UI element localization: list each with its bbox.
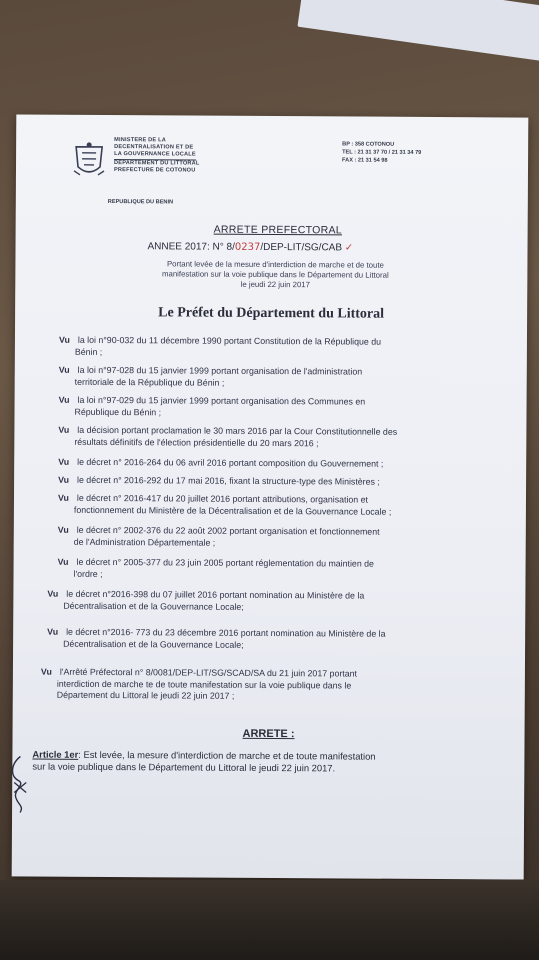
vu-text: le décret n° 2016-264 du 06 avril 2016 portant composition du Gouvernement ; xyxy=(77,456,384,469)
article-label: Article 1er xyxy=(32,748,79,760)
vu-text: la décision portant proclamation le 30 mars 2016 par la Cour Constitutionnelle des xyxy=(77,424,398,437)
decree-number-prefix: ANNEE 2017: N° 8/ xyxy=(147,241,235,253)
vu-item xyxy=(47,627,487,653)
vu-label: Vu xyxy=(58,364,70,375)
vu-text: fonctionnement du Ministère de la Décentralisation et de la Gouvernance Locale ; xyxy=(73,504,392,517)
vu-item xyxy=(41,667,481,704)
decree-subject xyxy=(115,259,435,291)
vu-item xyxy=(58,395,498,421)
vu-text: de l'Administration Départementale ; xyxy=(73,536,216,548)
prefet-heading: Le Préfet du Département du Littoral xyxy=(158,305,385,322)
handwritten-number: 0237 xyxy=(234,241,261,253)
vu-label: Vu xyxy=(58,394,70,405)
vu-label: Vu xyxy=(58,456,70,467)
vu-label: Vu xyxy=(40,666,52,677)
vu-text: le décret n° 2005-377 du 23 juin 2005 portant réglementation du maintien de xyxy=(76,556,375,569)
republic-label: REPUBLIQUE DU BENIN xyxy=(107,199,174,206)
vu-text: Bénin ; xyxy=(74,346,103,357)
vu-text: la loi n°90-032 du 11 décembre 1990 portant Constitution de la République du xyxy=(77,334,382,347)
address-block xyxy=(342,140,421,164)
article-text: sur la voie publique dans le Département du Littoral le jeudi 22 juin 2017. xyxy=(32,760,336,774)
ministry-line: MINISTERE DE LA xyxy=(114,137,166,144)
decree-number-line xyxy=(147,241,353,253)
vu-item xyxy=(57,557,497,583)
vu-item xyxy=(58,425,498,451)
address-line: BP : 358 COTONOU xyxy=(342,141,395,148)
document-title: ARRETE PREFECTORAL xyxy=(213,223,342,237)
vu-text: Décentralisation et de la Gouvernance Locale; xyxy=(63,600,244,612)
vu-text: Décentralisation et de la Gouvernance Locale; xyxy=(63,638,244,650)
vu-text: territoriale de la République du Bénin ; xyxy=(74,376,225,388)
vu-item xyxy=(58,457,498,471)
vu-text: l'Arrêté Préfectoral n° 8/0081/DEP-LIT/SG/SCAD/SA du 21 juin 2017 portant xyxy=(59,666,358,679)
vu-text: le décret n° 2016-417 du 20 juillet 2016 portant attributions, organisation et xyxy=(76,492,369,505)
article-1 xyxy=(32,749,472,776)
vu-text: interdiction de marche te de toute manifestation sur la voie publique dans le xyxy=(56,678,352,690)
subject-line: le jeudi 22 juin 2017 xyxy=(240,279,311,290)
document-page xyxy=(12,114,529,879)
vu-item xyxy=(59,335,499,361)
table-surface xyxy=(0,880,539,960)
arrete-heading: ARRETE : xyxy=(242,727,295,741)
vu-text: le décret n° 2002-376 du 22 août 2002 portant organisation et fonctionnement xyxy=(76,524,380,537)
background-paper-corner xyxy=(297,0,539,63)
vu-label: Vu xyxy=(47,588,59,599)
article-text: : Est levée, la mesure d'interdiction de marche et de toute manifestation xyxy=(78,748,376,762)
ministry-line: DEPARTEMENT DU LITTORAL xyxy=(114,160,200,167)
ministry-line: DECENTRALISATION ET DE xyxy=(114,144,194,151)
vu-item xyxy=(47,589,487,615)
vu-text: le décret n°2016-398 du 07 juillet 2016 portant nomination au Ministère de la xyxy=(66,588,365,601)
vu-text: le décret n°2016- 773 du 23 décembre 2016 portant nomination au Ministère de la xyxy=(66,626,386,639)
vu-item xyxy=(58,525,498,551)
ministry-line: PREFECTURE DE COTONOU xyxy=(113,167,196,174)
vu-label: Vu xyxy=(47,626,59,637)
ministry-line: LA GOUVERNANCE LOCALE xyxy=(114,151,196,160)
vu-label: Vu xyxy=(58,474,70,485)
vu-text: la loi n°97-028 du 15 janvier 1999 portant organisation de l'administration xyxy=(77,364,363,377)
vu-label: Vu xyxy=(57,524,69,535)
handwritten-margin-mark xyxy=(6,754,34,814)
decree-number-suffix: /DEP-LIT/SG/CAB xyxy=(260,241,343,254)
vu-text: le décret n° 2016-292 du 17 mai 2016, fixant la structure-type des Ministères ; xyxy=(76,474,380,487)
vu-text: Département du Littoral le jeudi 22 juin 2017 ; xyxy=(56,689,235,701)
subject-line: Portant levée de la mesure d'interdiction de marche et de toute xyxy=(166,259,384,270)
vu-label: Vu xyxy=(57,556,69,567)
vu-label: Vu xyxy=(57,492,69,503)
ministry-header xyxy=(114,137,200,175)
address-line: TEL : 21 31 37 70 / 21 31 34 79 xyxy=(342,149,422,156)
vu-label: Vu xyxy=(58,424,70,435)
vu-text: République du Bénin ; xyxy=(74,406,162,417)
vu-item xyxy=(58,493,498,519)
vu-item xyxy=(59,365,499,391)
vu-text: la loi n°97-029 du 15 janvier 1999 portant organisation des Communes en xyxy=(77,394,366,407)
vu-item xyxy=(58,475,498,489)
handwritten-mark: ✓ xyxy=(344,242,354,254)
vu-text: l'ordre ; xyxy=(73,568,103,579)
coat-of-arms-icon xyxy=(72,141,106,179)
vu-label: Vu xyxy=(58,334,70,345)
address-line: FAX : 21 31 54 98 xyxy=(342,157,388,164)
vu-text: résultats définitifs de l'élection présidentielle du 20 mars 2016 ; xyxy=(74,436,319,448)
subject-line: manifestation sur la voie publique dans le Département du Littoral xyxy=(161,269,389,280)
